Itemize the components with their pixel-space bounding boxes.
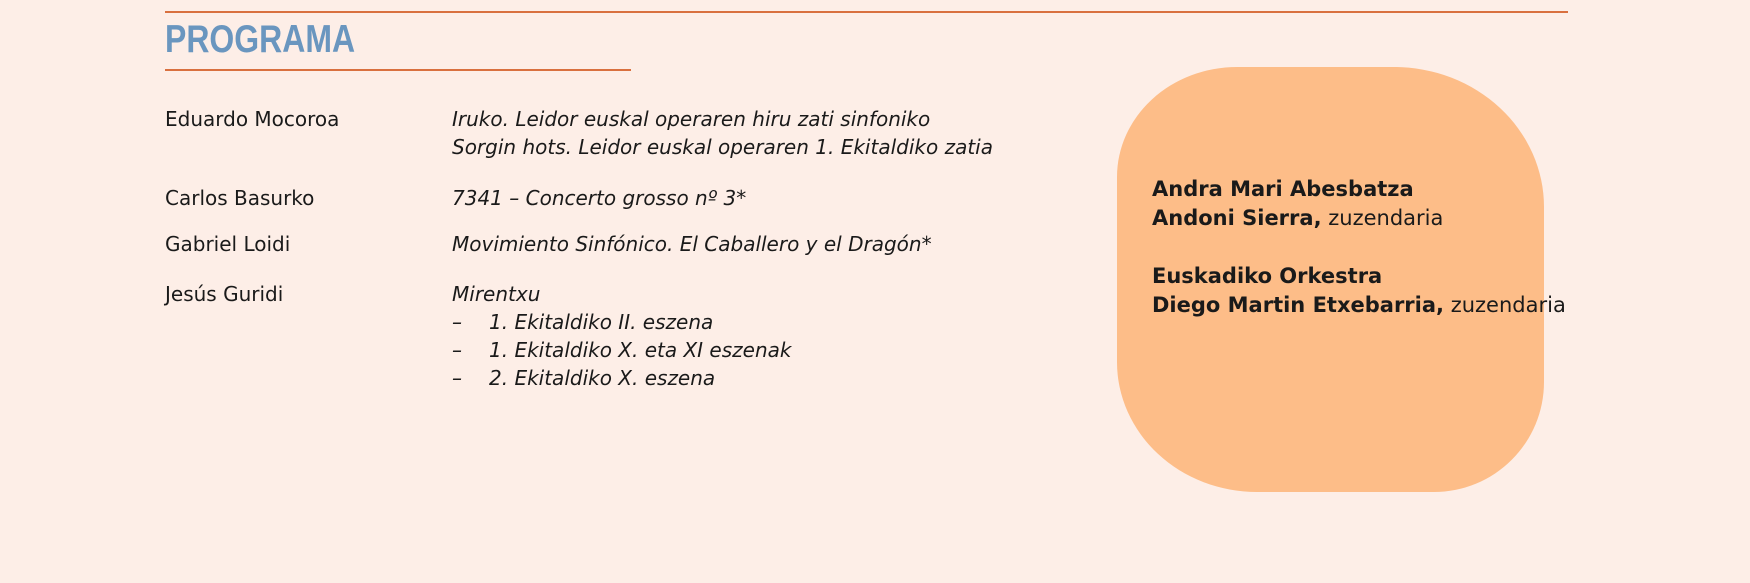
works-list: [452, 184, 746, 212]
work-title: Mirentxu: [452, 282, 541, 306]
works-list: [452, 280, 791, 392]
works-list: [452, 105, 993, 161]
composer-name: Gabriel Loidi: [165, 232, 291, 256]
composer-name: Eduardo Mocoroa: [165, 107, 340, 131]
scene-label: 2. Ekitaldiko X. eszena: [489, 366, 716, 390]
scene-item: [452, 308, 791, 336]
work-title: 7341 – Concerto grosso nº 3*: [452, 186, 747, 210]
dash-bullet: –: [452, 366, 462, 390]
scene-item: [452, 364, 791, 392]
page-title: PROGRAMA: [165, 18, 356, 61]
work-title: Movimiento Sinfónico. El Caballero y el Dragón*: [452, 232, 932, 256]
director-role: zuzendaria: [1321, 206, 1444, 230]
director-name: Andoni Sierra,: [1152, 206, 1322, 230]
composer-name: Carlos Basurko: [165, 186, 315, 210]
director-line: [1152, 291, 1566, 320]
director-line: [1152, 204, 1566, 233]
works-list: [452, 230, 932, 258]
director-name: Diego Martin Etxebarria,: [1152, 293, 1445, 317]
performer-group: [1152, 175, 1566, 233]
title-underline: [165, 69, 631, 71]
top-divider: [165, 11, 1568, 13]
dash-bullet: –: [452, 310, 462, 334]
scene-label: 1. Ekitaldiko X. eta XI eszenak: [489, 338, 792, 362]
scene-item: [452, 336, 791, 364]
ensemble-name: Andra Mari Abesbatza: [1152, 177, 1414, 201]
performer-group: [1152, 262, 1566, 320]
ensemble-name: Euskadiko Orkestra: [1152, 264, 1383, 288]
work-title: Sorgin hots. Leidor euskal operaren 1. Ekitaldiko zatia: [452, 135, 993, 159]
director-role: zuzendaria: [1444, 293, 1566, 317]
performers-list: [1152, 175, 1566, 349]
dash-bullet: –: [452, 338, 462, 362]
composer-name: Jesús Guridi: [165, 282, 284, 306]
work-title: Iruko. Leidor euskal operaren hiru zati sinfoniko: [452, 107, 931, 131]
scene-label: 1. Ekitaldiko II. eszena: [489, 310, 714, 334]
